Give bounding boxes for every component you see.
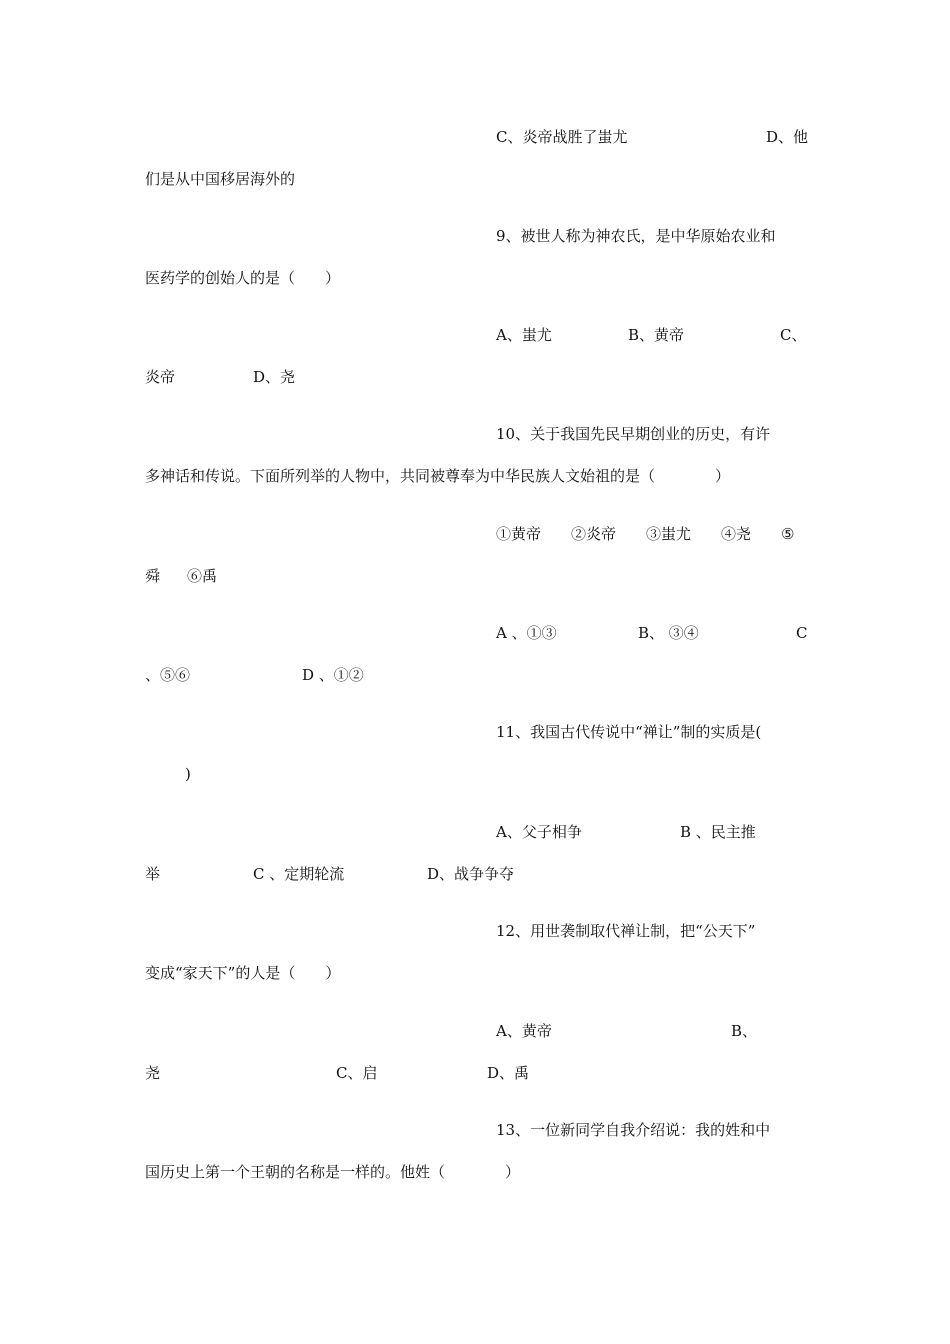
choice-6: ⑥禹 (187, 567, 218, 585)
option-b: B、 ③④ (638, 624, 699, 642)
question-9-cont: 医药学的创始人的是（ ） (145, 269, 341, 287)
option-b-cont: 举 (145, 865, 161, 883)
option-c: C、启 (336, 1064, 378, 1082)
choice-5: ⑤ (781, 525, 795, 543)
question-11-cont: ) (185, 765, 191, 783)
option-b: B 、民主推 (680, 823, 756, 841)
text-line: 们是从中国移居海外的 (145, 170, 296, 188)
option-c: C 、定期轮流 (253, 865, 345, 883)
question-12: 12、用世袭制取代禅让制，把“公天下” (496, 922, 756, 940)
question-13: 13、一位新同学自我介绍说：我的姓和中 (496, 1121, 771, 1139)
question-13-cont: 国历史上第一个王朝的名称是一样的。他姓（ ） (145, 1163, 521, 1181)
choice-4: ④尧 (721, 525, 752, 543)
question-10: 10、关于我国先民早期创业的历史，有许 (496, 425, 771, 443)
choice-5-cont: 舜 (145, 567, 161, 585)
option-c-cont: 炎帝 (145, 368, 176, 386)
choice-1: ①黄帝 (496, 525, 542, 543)
option-c: C (796, 624, 808, 642)
option-d: D 、①② (302, 666, 364, 684)
option-b-cont: 尧 (145, 1064, 161, 1082)
option-b: B、黄帝 (628, 326, 685, 344)
option-d: D、禹 (487, 1064, 530, 1082)
option-c-cont: 、⑤⑥ (145, 666, 191, 684)
option-c-line: C、炎帝战胜了蚩尤 (496, 128, 628, 146)
question-9: 9、被世人称为神农氏，是中华原始农业和 (496, 227, 776, 245)
option-c: C、 (780, 326, 807, 344)
option-a: A、黄帝 (496, 1022, 552, 1040)
choice-2: ②炎帝 (571, 525, 617, 543)
option-d: D、尧 (253, 368, 296, 386)
choice-3: ③蚩尤 (646, 525, 692, 543)
option-b: B、 (731, 1022, 758, 1040)
option-a: A、蚩尤 (496, 326, 552, 344)
option-d-line: D、他 (766, 128, 809, 146)
option-a: A 、①③ (496, 624, 557, 642)
option-a: A、父子相争 (496, 823, 582, 841)
question-10-cont: 多神话和传说。下面所列举的人物中，共同被尊奉为中华民族人文始祖的是（ ） (145, 467, 731, 485)
question-12-cont: 变成“家天下”的人是（ ） (145, 964, 341, 982)
question-11: 11、我国古代传说中“禅让”制的实质是( (496, 723, 762, 741)
option-d: D、战争争夺 (427, 865, 515, 883)
